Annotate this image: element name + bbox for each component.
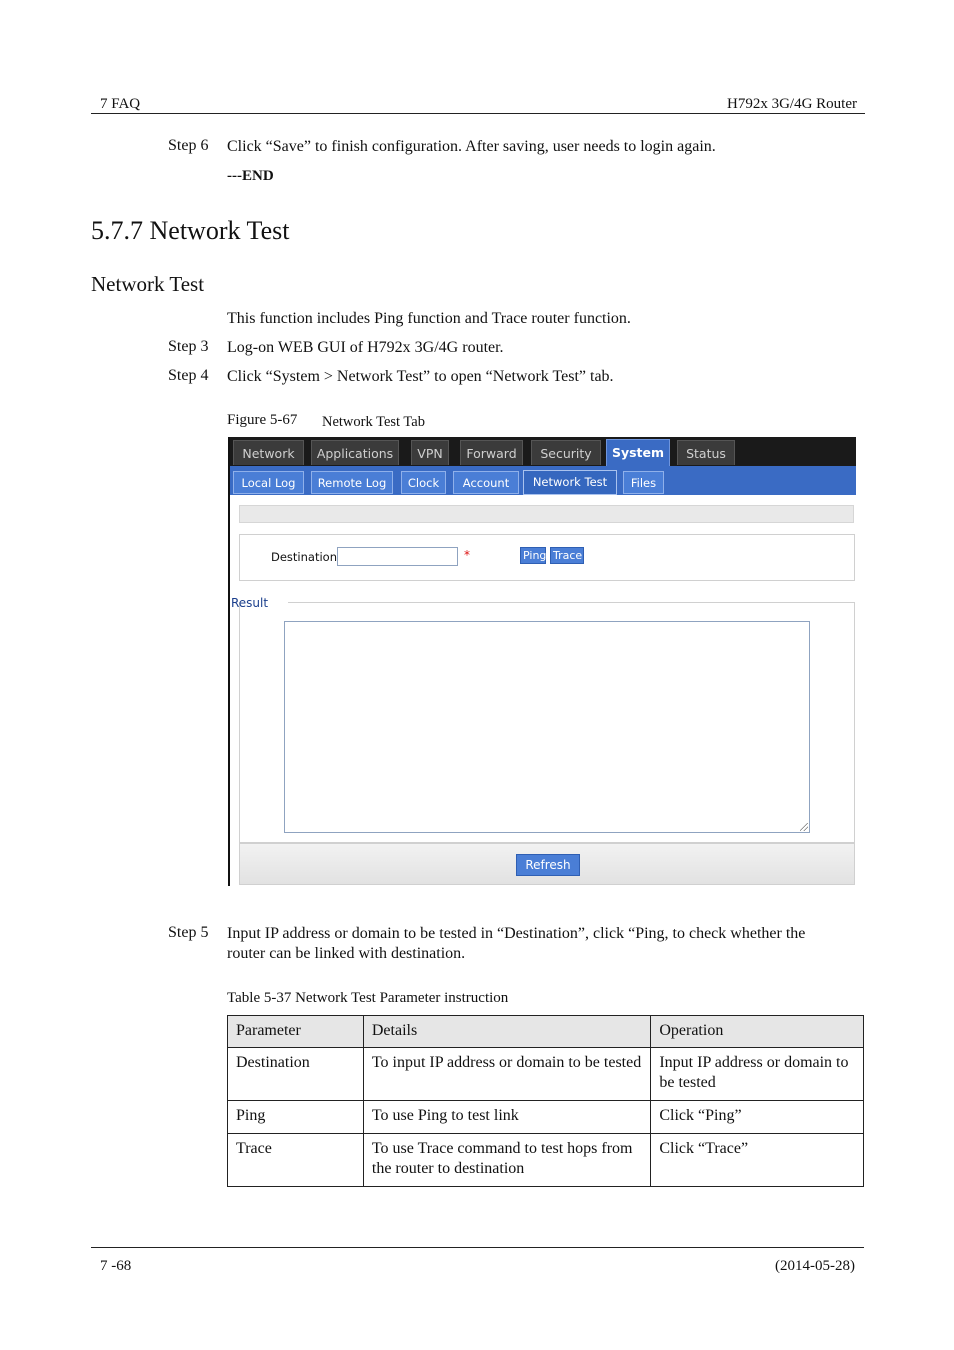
table-row	[228, 1048, 864, 1101]
refresh-button[interactable]: Refresh	[516, 854, 580, 876]
table-cell: Destination	[228, 1048, 364, 1101]
subtab-local-log[interactable]: Local Log	[233, 471, 304, 494]
step3-label: Step 3	[168, 338, 209, 355]
table-cell: Ping	[228, 1101, 364, 1134]
step6-text: Click “Save” to finish configuration. After saving, user needs to login again.	[227, 138, 716, 155]
resize-grip-icon[interactable]	[800, 823, 808, 831]
step3-text: Log-on WEB GUI of H792x 3G/4G router.	[227, 339, 504, 356]
step5-line2: router can be linked with destination.	[227, 945, 466, 962]
figure-caption: Network Test Tab	[322, 414, 425, 430]
subtab-account[interactable]: Account	[453, 471, 519, 494]
tab-status[interactable]: Status	[677, 440, 735, 465]
step4-label: Step 4	[168, 367, 209, 384]
sub-tab-bar	[228, 466, 856, 495]
table-header: Operation	[651, 1016, 864, 1048]
page-header-left: 7 FAQ	[100, 96, 141, 112]
subtab-files[interactable]: Files	[623, 471, 664, 494]
result-textarea[interactable]	[284, 621, 810, 833]
section-subheading: Network Test	[91, 272, 205, 296]
end-marker: ---END	[227, 168, 274, 184]
header-rule	[91, 113, 865, 114]
destination-input[interactable]	[337, 547, 458, 566]
table-row	[228, 1101, 864, 1134]
required-mark: *	[464, 548, 470, 562]
step6-label: Step 6	[168, 137, 209, 154]
destination-panel	[239, 534, 855, 581]
footer-date: (2014-05-28)	[775, 1258, 855, 1274]
figure-number: Figure 5-67	[227, 412, 298, 428]
section-heading: 5.7.7 Network Test	[91, 216, 290, 245]
tab-network[interactable]: Network	[233, 440, 304, 465]
trace-button[interactable]: Trace	[550, 547, 584, 564]
table-cell: Input IP address or domain to be tested	[651, 1048, 864, 1101]
table-cell: To use Ping to test link	[363, 1101, 650, 1134]
table-cell: To use Trace command to test hops from the router to destination	[363, 1134, 650, 1187]
subtab-network-test[interactable]: Network Test	[523, 470, 617, 495]
refresh-bar	[239, 843, 855, 885]
subtab-remote-log[interactable]: Remote Log	[311, 471, 393, 494]
gui-left-border	[228, 437, 230, 886]
router-gui-figure	[228, 437, 856, 886]
table-cell: Click “Trace”	[651, 1134, 864, 1187]
table-header-row	[228, 1016, 864, 1048]
step4-text: Click “System > Network Test” to open “Network Test” tab.	[227, 368, 614, 385]
parameter-table	[227, 1015, 864, 1187]
table-header: Details	[363, 1016, 650, 1048]
page-header-right: H792x 3G/4G Router	[727, 96, 857, 112]
title-bar	[239, 505, 854, 523]
tab-vpn[interactable]: VPN	[411, 440, 449, 465]
step5-line1: Input IP address or domain to be tested in “Destination”, click “Ping, to check whether the	[227, 925, 806, 942]
tab-applications[interactable]: Applications	[311, 440, 399, 465]
tab-forward[interactable]: Forward	[460, 440, 523, 465]
result-label: Result	[231, 596, 269, 610]
table-cell: Click “Ping”	[651, 1101, 864, 1134]
page-number: 7 -68	[100, 1258, 132, 1274]
result-divider	[288, 602, 854, 603]
destination-label: Destination	[271, 550, 337, 564]
tab-security[interactable]: Security	[531, 440, 601, 465]
intro-text: This function includes Ping function and Trace router function.	[227, 310, 631, 327]
table-caption: Table 5-37 Network Test Parameter instruction	[227, 990, 509, 1006]
main-tab-bar	[228, 437, 856, 466]
table-cell: Trace	[228, 1134, 364, 1187]
step5-label: Step 5	[168, 924, 209, 941]
table-cell: To input IP address or domain to be tested	[363, 1048, 650, 1101]
subtab-clock[interactable]: Clock	[401, 471, 446, 494]
footer-rule	[91, 1247, 864, 1248]
tab-system[interactable]: System	[606, 439, 670, 466]
table-header: Parameter	[228, 1016, 364, 1048]
ping-button[interactable]: Ping	[520, 547, 546, 564]
table-row	[228, 1134, 864, 1187]
